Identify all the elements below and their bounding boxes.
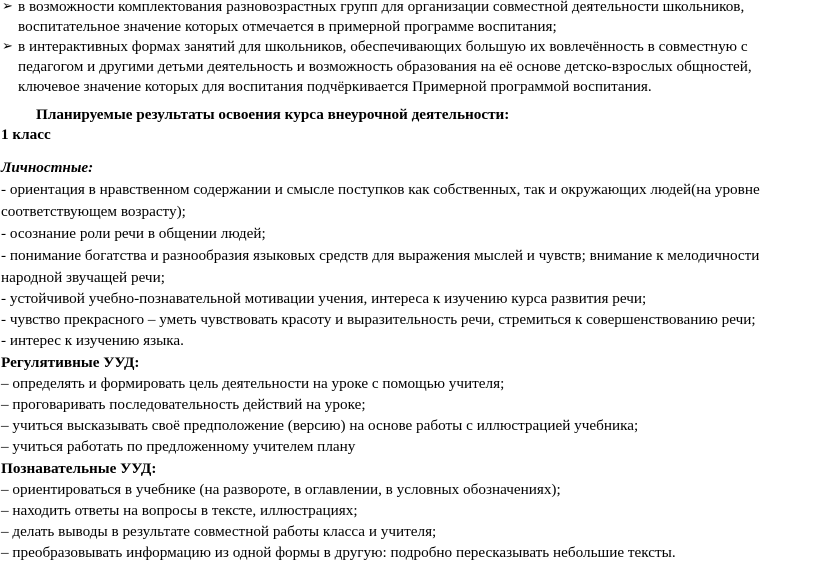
personal-line: соответствующем возрасту);: [1, 203, 186, 220]
personal-line: - интерес к изучению языка.: [1, 332, 184, 349]
regulatory-line: – определять и формировать цель деятельности на уроке с помощью учителя;: [1, 375, 505, 392]
bullet-line: педагогом и другими детьми деятельность и возможность образования на её основе детско-взрослых общностей,: [18, 58, 752, 75]
cognitive-heading: Познавательные УУД:: [1, 460, 157, 477]
bullet-item: [0, 37, 812, 97]
bullet-list: [0, 0, 812, 97]
personal-heading: Личностные:: [1, 159, 94, 176]
cognitive-line: – делать выводы в результате совместной работы класса и учителя;: [1, 523, 437, 540]
personal-line: - ориентация в нравственном содержании и смысле поступков как собственных, так и окружающих людей(на уровне: [1, 181, 760, 198]
grade-heading: 1 класс: [1, 126, 51, 143]
regulatory-line: – проговаривать последовательность действий на уроке;: [1, 396, 366, 413]
bullet-line: в возможности комплектования разновозрастных групп для организации совместной деятельности школьников,: [18, 0, 745, 15]
cognitive-line: – преобразовывать информацию из одной формы в другую: подробно пересказывать небольшие тексты.: [1, 544, 676, 561]
regulatory-line: – учиться высказывать своё предположение (версию) на основе работы с иллюстрацией учебника;: [1, 417, 639, 434]
cognitive-line: – ориентироваться в учебнике (на развороте, в оглавлении, в условных обозначениях);: [1, 481, 561, 498]
personal-line: - устойчивой учебно-познавательной мотивации учения, интереса к изучению курса развития речи;: [1, 290, 647, 307]
personal-line: народной звучащей речи;: [1, 269, 165, 286]
personal-line: - чувство прекрасного – уметь чувствовать красоту и выразительность речи, стремиться к совершенствованию речи;: [1, 311, 756, 328]
bullet-item: [0, 0, 812, 37]
cognitive-line: – находить ответы на вопросы в тексте, иллюстрациях;: [1, 502, 358, 519]
bullet-line: ключевое значение которых для воспитания подчёркивается Примерной программой воспитания.: [18, 78, 652, 95]
arrow-bullet-icon: ➢: [2, 39, 13, 54]
arrow-bullet-icon: ➢: [2, 0, 13, 14]
regulatory-line: – учиться работать по предложенному учителем плану: [1, 438, 356, 455]
regulatory-heading: Регулятивные УУД:: [1, 354, 140, 371]
bullet-line: в интерактивных формах занятий для школьников, обеспечивающих большую их вовлечённость в совместную с: [18, 38, 748, 55]
results-title: Планируемые результаты освоения курса внеурочной деятельности:: [36, 106, 510, 123]
personal-line: - понимание богатства и разнообразия языковых средств для выражения мыслей и чувств; внимание к мелодичности: [1, 247, 760, 264]
personal-line: - осознание роли речи в общении людей;: [1, 225, 266, 242]
bullet-line: воспитательное значение которых отмечается в примерной программе воспитания;: [18, 18, 557, 35]
